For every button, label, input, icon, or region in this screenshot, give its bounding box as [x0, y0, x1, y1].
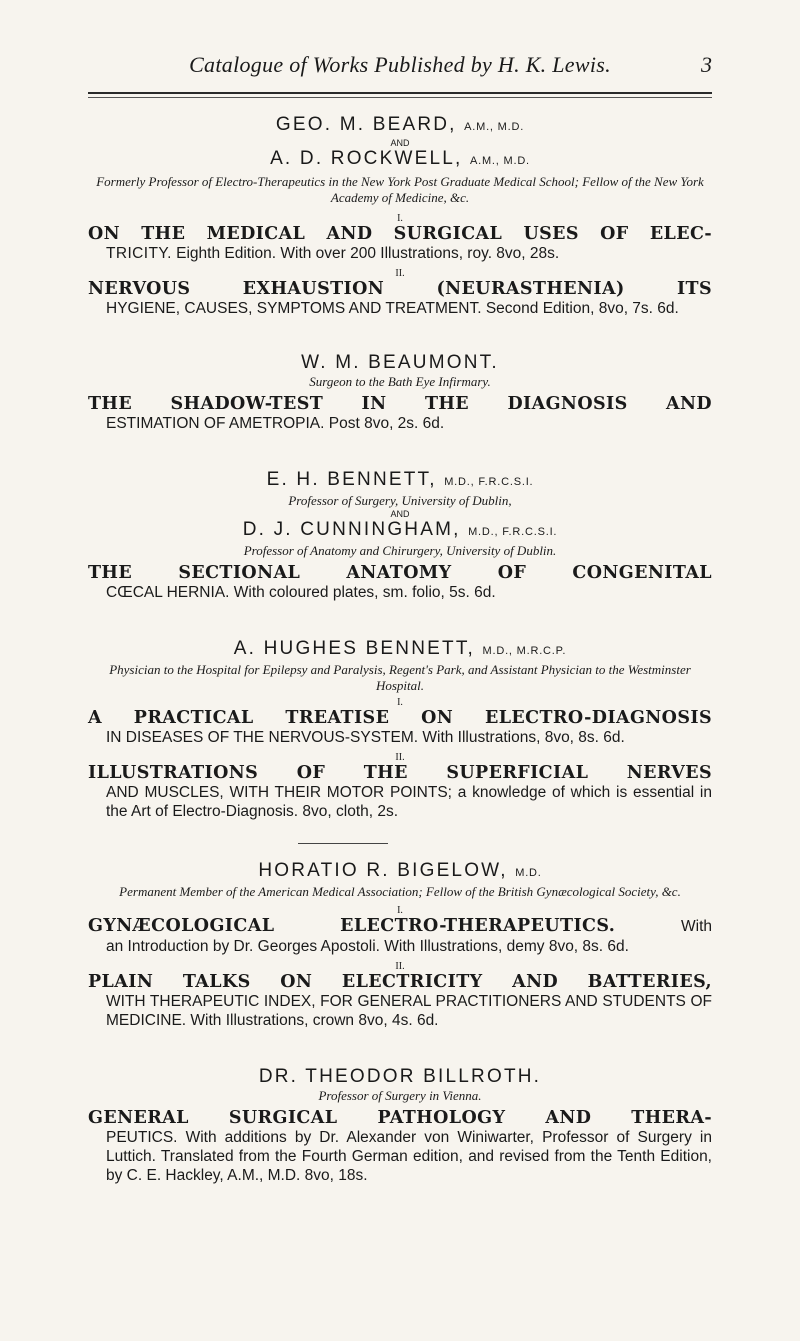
author-name: W. M. BEAUMONT. [301, 352, 499, 373]
work-title-continued: TRICITY. [106, 245, 172, 262]
author-name-text: E. H. BENNETT, [266, 469, 437, 490]
author-affiliation: Formerly Professor of Electro-Therapeutics in the New York Post Graduate Medical School; Fellow of the New York Academy of Medicine, &c. [96, 174, 704, 205]
author-name [88, 638, 712, 662]
work-title: GENERAL SURGICAL PATHOLOGY AND THERA- [88, 1108, 712, 1128]
author-degrees: A.M., M.D. [469, 155, 530, 167]
author-name [88, 469, 712, 493]
work-numeral: I. [397, 905, 403, 916]
entry-beaumont [88, 352, 712, 433]
author-degrees: M.D., F.R.C.S.I. [468, 526, 558, 538]
author-affiliation: Professor of Surgery in Vienna. [318, 1088, 482, 1103]
author-name: DR. THEODOR BILLROTH. [258, 1066, 542, 1087]
author-name-text: A. D. ROCKWELL, [270, 148, 463, 169]
author-name-text: A. HUGHES BENNETT, [233, 638, 476, 659]
author-name [88, 114, 712, 138]
work-title [88, 916, 712, 937]
entry-bigelow [88, 860, 712, 1030]
work-numeral: I. [397, 213, 403, 224]
author-degrees: M.D., F.R.C.S.I. [444, 476, 534, 488]
and-separator: AND [390, 138, 410, 148]
work-description: WITH THERAPEUTIC INDEX, FOR GENERAL PRACTITIONERS AND STUDENTS OF MEDICINE. With Illustrations, crown 8vo, 4s. 6d. [106, 993, 712, 1029]
author-name-text: GEO. M. BEARD, [275, 114, 457, 135]
section-divider [298, 843, 388, 844]
author-affiliation: Surgeon to the Bath Eye Infirmary. [309, 374, 491, 389]
entry-bennett-cunningham [88, 469, 712, 602]
author-name [88, 860, 712, 884]
work-numeral: II. [395, 268, 405, 279]
work-description: IN DISEASES OF THE NERVOUS-SYSTEM. With Illustrations, 8vo, 8s. 6d. [106, 729, 625, 746]
author-name [88, 148, 712, 172]
work-numeral: II. [395, 752, 405, 763]
work-description [88, 244, 712, 263]
work-title: A PRACTICAL TREATISE ON ELECTRO-DIAGNOSIS [88, 708, 712, 728]
work-title-tail: With [681, 918, 712, 935]
work-title: THE SHADOW-TEST IN THE DIAGNOSIS AND [88, 394, 712, 414]
author-name [88, 519, 712, 543]
work-numeral: I. [397, 697, 403, 708]
work-title: NERVOUS EXHAUSTION (NEURASTHENIA) ITS [88, 279, 712, 299]
author-affiliation: Physician to the Hospital for Epilepsy and Paralysis, Regent's Park, and Assistant Physician to the Westminster Hospital. [109, 662, 691, 693]
work-description: AND MUSCLES, WITH THEIR MOTOR POINTS; a knowledge of which is essential in the Art of Electro-Diagnosis. 8vo, cloth, 2s. [106, 784, 712, 820]
work-title: THE SECTIONAL ANATOMY OF CONGENITAL [88, 563, 712, 583]
header-rule-thin [88, 97, 712, 98]
author-degrees: M.D. [515, 867, 542, 879]
author-degrees: M.D., M.R.C.P. [482, 645, 567, 657]
work-numeral: II. [395, 961, 405, 972]
work-title-text: GYNÆCOLOGICAL ELECTRO-THERAPEUTICS. [88, 916, 616, 936]
running-header [88, 0, 712, 86]
work-title: ON THE MEDICAL AND SURGICAL USES OF ELEC- [88, 224, 712, 244]
author-affiliation: Professor of Anatomy and Chirurgery, University of Dublin. [243, 543, 557, 558]
work-description: ESTIMATION OF AMETROPIA. Post 8vo, 2s. 6d. [106, 415, 445, 432]
work-title: ILLUSTRATIONS OF THE SUPERFICIAL NERVES [88, 763, 712, 783]
author-affiliation: Permanent Member of the American Medical Association; Fellow of the British Gynæcological Society, &c. [119, 884, 681, 899]
work-title: PLAIN TALKS ON ELECTRICITY AND BATTERIES, [88, 972, 712, 992]
author-name-text: D. J. CUNNINGHAM, [242, 519, 461, 540]
work-description: an Introduction by Dr. Georges Apostoli. With Illustrations, demy 8vo, 8s. 6d. [106, 938, 629, 955]
work-details: Eighth Edition. With over 200 Illustrations, roy. 8vo, 28s. [176, 245, 560, 262]
and-separator: AND [390, 509, 410, 519]
work-description: CŒCAL HERNIA. With coloured plates, sm. folio, 5s. 6d. [106, 584, 496, 601]
entry-hughes-bennett [88, 638, 712, 821]
page-number: 3 [701, 52, 712, 77]
work-description: PEUTICS. With additions by Dr. Alexander von Winiwarter, Professor of Surgery in Luttich. Translated from the Fourth German edition, and revised from the Tenth Edition, by C. E. Hackley, A.M., M.D. 8vo, 18s. [106, 1129, 712, 1184]
author-affiliation: Professor of Surgery, University of Dublin, [288, 493, 512, 508]
author-degrees: A.M., M.D. [464, 121, 525, 133]
header-title: Catalogue of Works Published by H. K. Lewis. [189, 52, 611, 77]
header-rule-thick [88, 92, 712, 94]
entry-billroth [88, 1066, 712, 1185]
entry-beard-rockwell [88, 114, 712, 318]
work-description: HYGIENE, CAUSES, SYMPTOMS AND TREATMENT. Second Edition, 8vo, 7s. 6d. [106, 300, 679, 317]
author-name-text: HORATIO R. BIGELOW, [258, 860, 508, 881]
